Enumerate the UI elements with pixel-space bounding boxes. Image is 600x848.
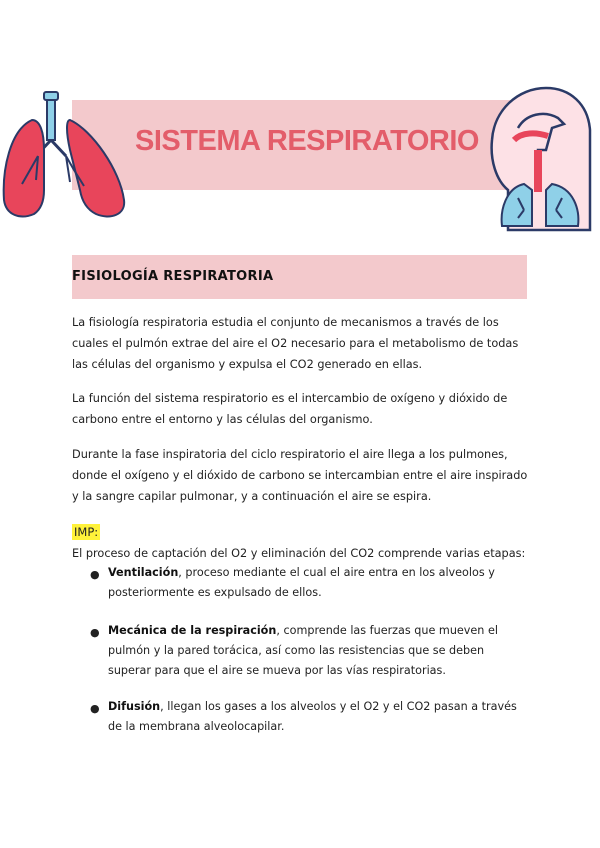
paragraph-3: Durante la fase inspiratoria del ciclo respiratorio el aire llega a los pulmones, donde el oxígeno y el dióxido de carbono se intercambian entre el aire inspirado y la sangre capilar pulmonar, y a continuación el aire se espira. bbox=[72, 448, 528, 503]
paragraph-2: La función del sistema respiratorio es el intercambio de oxígeno y dióxido de carbono entre el entorno y las células del organismo. bbox=[72, 392, 508, 426]
paragraph-1: La fisiología respiratoria estudia el conjunto de mecanismos a través de los cuales el pulmón extrae del aire el O2 necesario para el metabolismo de todas las células del organismo y expulsa el CO2 generado en ellas. bbox=[72, 316, 519, 371]
respiratory-system-icon bbox=[478, 80, 598, 240]
section-title: FISIOLOGÍA RESPIRATORIA bbox=[72, 269, 274, 284]
list-item bbox=[108, 621, 528, 681]
list-item-text: , comprende las fuerzas que mueven el pulmón y la pared torácica, así como las resistencias que se deben superar para que el aire se mueva por las vías respiratorias. bbox=[108, 624, 498, 677]
list-item-term: Ventilación bbox=[108, 566, 179, 579]
imp-intro: El proceso de captación del O2 y eliminación del CO2 comprende varias etapas: bbox=[72, 547, 526, 560]
list-item-text: , proceso mediante el cual el aire entra en los alveolos y posteriormente es expulsado de ellos. bbox=[108, 566, 495, 599]
bullet-dot: ● bbox=[90, 626, 100, 639]
list-item bbox=[108, 697, 528, 737]
bullet-dot: ● bbox=[90, 568, 100, 581]
list-item-term: Mecánica de la respiración bbox=[108, 624, 277, 637]
list-item-term: Difusión bbox=[108, 700, 161, 713]
bullet-dot: ● bbox=[90, 702, 100, 715]
list-item-text: , llegan los gases a los alveolos y el O2 y el CO2 pasan a través de la membrana alveolocapilar. bbox=[108, 700, 517, 733]
imp-label: IMP: bbox=[74, 525, 99, 539]
list-item bbox=[108, 563, 528, 603]
page-title: SISTEMA RESPIRATORIO bbox=[135, 125, 479, 157]
lungs-icon bbox=[0, 90, 130, 225]
